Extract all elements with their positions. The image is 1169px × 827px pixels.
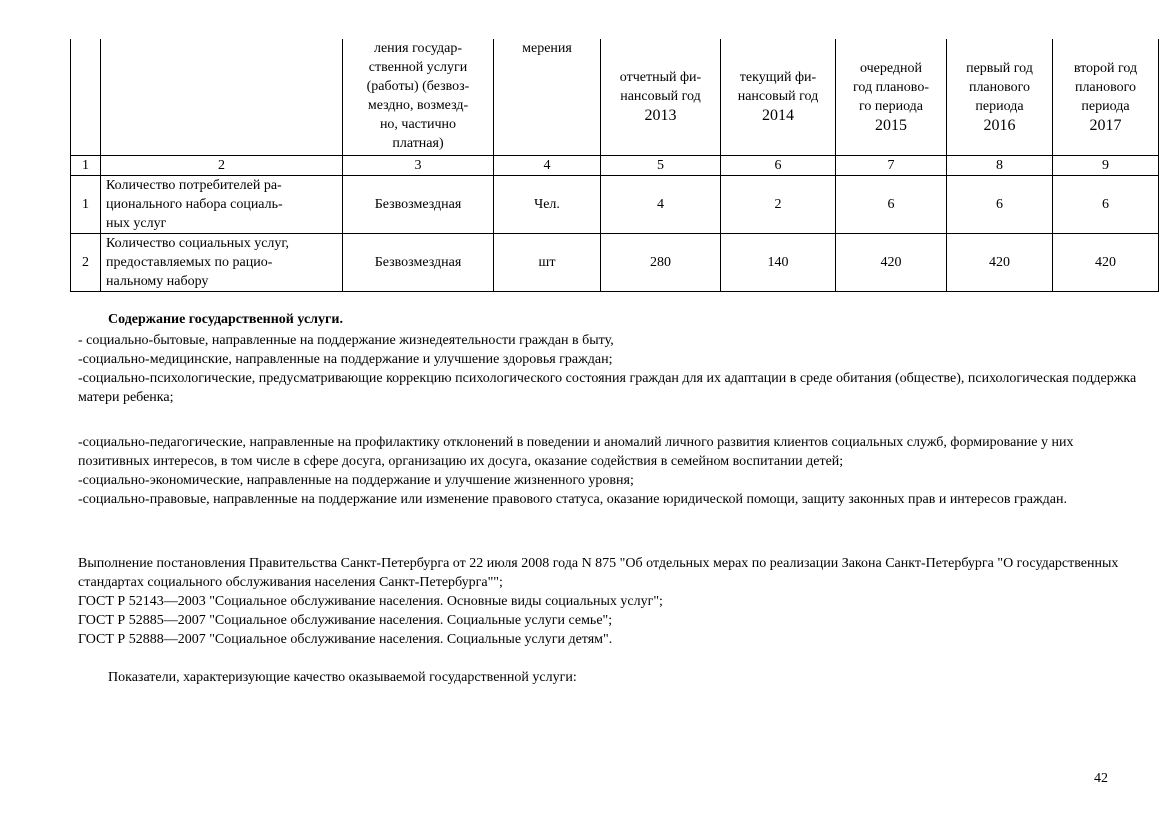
table-row [71, 234, 1159, 292]
header-cell-2014: текущий фи- нансовый год 2014 [721, 39, 836, 156]
header-cell-2017: второй год планового периода 2017 [1053, 39, 1159, 156]
table-row [71, 176, 1159, 234]
header-cell-name [101, 39, 343, 156]
header-cell-2013: отчетный фи- нансовый год 2013 [601, 39, 721, 156]
quality-indicators-heading: Показатели, характеризующие качество оказываемой государственной услуги: [108, 670, 577, 685]
row-value-2013: 4 [601, 176, 721, 234]
row-unit: шт [494, 234, 601, 292]
header-cell-unit: мерения [494, 39, 601, 156]
basis-gost-52888: ГОСТ Р 52888—2007 "Социальное обслуживание населения. Социальные услуги детям". [78, 632, 613, 647]
table-header-row [71, 39, 1159, 156]
column-number: 4 [494, 156, 601, 176]
service-item-psychological: -социально-психологические, предусматривающие коррекцию психологического состояния граждан для их адаптации в среде обитания (обществе), психологическая поддержка матери ребенка; [78, 371, 1137, 405]
basis-decree: Выполнение постановления Правительства Санкт-Петербурга от 22 июля 2008 года N 875 "Об отдельных мерах по реализации Закона Санкт-Петербурга "О государственных стандартах социального обслуживания населения Санкт-Петербурга""; [78, 556, 1119, 590]
column-number: 3 [343, 156, 494, 176]
services-table [70, 39, 1159, 292]
service-item-medical: -социально-медицинские, направленные на поддержание и улучшение здоровья граждан; [78, 352, 613, 367]
column-number: 5 [601, 156, 721, 176]
row-unit: Чел. [494, 176, 601, 234]
row-value-2014: 2 [721, 176, 836, 234]
service-content-heading: Содержание государственной услуги. [108, 312, 343, 327]
column-number: 2 [101, 156, 343, 176]
service-item-legal: -социально-правовые, направленные на поддержание или изменение правового статуса, оказание юридической помощи, защиту законных прав и интересов граждан. [78, 492, 1067, 507]
row-indicator-name: Количество потребителей ра- ционального набора социаль- ных услуг [101, 176, 343, 234]
header-cell-2016: первый год планового периода 2016 [947, 39, 1053, 156]
row-number: 2 [71, 234, 101, 292]
column-numbers-row [71, 156, 1159, 176]
header-cell-num [71, 39, 101, 156]
row-value-2014: 140 [721, 234, 836, 292]
service-item-economic: -социально-экономические, направленные на поддержание и улучшение жизненного уровня; [78, 473, 634, 488]
service-item-household: - социально-бытовые, направленные на поддержание жизнедеятельности граждан в быту, [78, 333, 614, 348]
row-value-2016: 420 [947, 234, 1053, 292]
header-cell-2015: очередной год планово- го периода 2015 [836, 39, 947, 156]
header-cell-payment: ления государ- ственной услуги (работы) (безвоз- мездно, возмезд- но, частично платная) [343, 39, 494, 156]
row-value-2017: 420 [1053, 234, 1159, 292]
basis-gost-52143: ГОСТ Р 52143—2003 "Социальное обслуживание населения. Основные виды социальных услуг"; [78, 594, 663, 609]
row-value-2013: 280 [601, 234, 721, 292]
row-value-2015: 420 [836, 234, 947, 292]
column-number: 7 [836, 156, 947, 176]
row-indicator-name: Количество социальных услуг, предоставляемых по рацио- нальному набору [101, 234, 343, 292]
row-payment-type: Безвозмездная [343, 234, 494, 292]
row-value-2016: 6 [947, 176, 1053, 234]
column-number: 1 [71, 156, 101, 176]
row-value-2017: 6 [1053, 176, 1159, 234]
row-value-2015: 6 [836, 176, 947, 234]
service-item-pedagogical: -социально-педагогические, направленные на профилактику отклонений в поведении и аномалий личного развития клиентов социальных служб, формирование у них позитивных интересов, в том числе в сфере досуга, организацию их досуга, оказание содействия в семейном воспитании детей; [78, 435, 1074, 469]
page-number: 42 [1094, 771, 1108, 786]
column-number: 8 [947, 156, 1053, 176]
row-payment-type: Безвозмездная [343, 176, 494, 234]
column-number: 6 [721, 156, 836, 176]
row-number: 1 [71, 176, 101, 234]
column-number: 9 [1053, 156, 1159, 176]
basis-gost-52885: ГОСТ Р 52885—2007 "Социальное обслуживание населения. Социальные услуги семье"; [78, 613, 613, 628]
